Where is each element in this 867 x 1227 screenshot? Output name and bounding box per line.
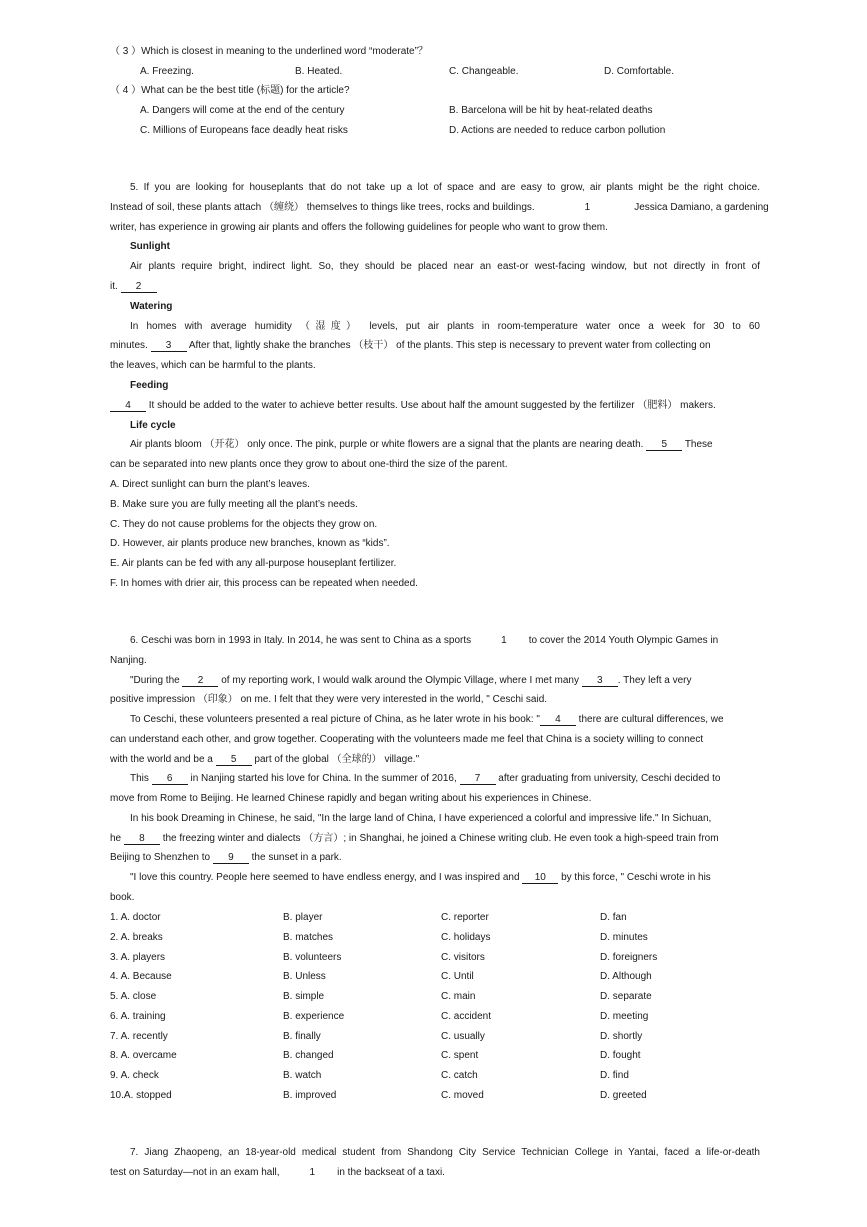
choice-10-d[interactable]: D. greeted bbox=[600, 1090, 647, 1101]
p7-line-1: 7. Jiang Zhaopeng, an 18-year-old medical student from Shandong City Service Technician College in Yantai, faced a life-or-death bbox=[130, 1147, 760, 1158]
q3-option-c[interactable]: C. Changeable. bbox=[449, 66, 519, 77]
p5-option-d[interactable]: D. However, air plants produce new branches, known as “kids”. bbox=[110, 538, 390, 549]
choice-4-b[interactable]: B. Unless bbox=[283, 971, 326, 982]
q4-option-d[interactable]: D. Actions are needed to reduce carbon pollution bbox=[449, 125, 666, 136]
heading-feeding: Feeding bbox=[130, 380, 169, 391]
p6-line-13-text: "I love this country. People here seemed to have endless energy, and I was inspired and bbox=[130, 872, 520, 883]
p6-line-12-tail: the sunset in a park. bbox=[251, 852, 342, 863]
choice-3-c[interactable]: C. visitors bbox=[441, 952, 485, 963]
p5-blank-4[interactable]: 4 bbox=[110, 400, 146, 412]
choice-6-c[interactable]: C. accident bbox=[441, 1011, 492, 1022]
q3-option-b[interactable]: B. Heated. bbox=[295, 66, 343, 77]
p6-blank-8[interactable]: 8 bbox=[124, 833, 160, 845]
choice-1-a[interactable]: 1. A. doctor bbox=[110, 912, 161, 923]
p6-line-7-text: with the world and be a bbox=[110, 754, 213, 765]
choice-2-d[interactable]: D. minutes bbox=[600, 932, 648, 943]
p6-line-6: can understand each other, and grow together. Cooperating with the volunteers made me feel that China is a society willing to connect bbox=[110, 734, 704, 745]
choice-10-c[interactable]: C. moved bbox=[441, 1090, 484, 1101]
p7-line-2 bbox=[110, 1166, 760, 1180]
choice-7-c[interactable]: C. usually bbox=[441, 1031, 485, 1042]
p5-option-e[interactable]: E. Air plants can be fed with any all-purpose houseplant fertilizer. bbox=[110, 558, 397, 569]
choice-3-b[interactable]: B. volunteers bbox=[283, 952, 342, 963]
choice-6-d[interactable]: D. meeting bbox=[600, 1011, 649, 1022]
p6-blank-9[interactable]: 9 bbox=[213, 852, 249, 864]
choice-8-b[interactable]: B. changed bbox=[283, 1050, 334, 1061]
p5-option-b[interactable]: B. Make sure you are fully meeting all the plant’s needs. bbox=[110, 499, 358, 510]
p6-blank-6[interactable]: 6 bbox=[152, 773, 188, 785]
choice-2-a[interactable]: 2. A. breaks bbox=[110, 932, 163, 943]
p5-line-1: 5. If you are looking for houseplants that do not take up a lot of space and are easy to grow, air plants might be the right choice. bbox=[130, 182, 760, 193]
p5-line-2-tail: Jessica Damiano, a gardening bbox=[634, 202, 769, 213]
p6-line-14: book. bbox=[110, 892, 135, 903]
p5-line-3: writer, has experience in growing air plants and offers the following guidelines for people who want to grow them. bbox=[110, 222, 608, 233]
choice-10-a[interactable]: 10.A. stopped bbox=[110, 1090, 172, 1101]
choice-4-d[interactable]: D. Although bbox=[600, 971, 652, 982]
p5-blank-1[interactable]: 1 bbox=[584, 202, 591, 213]
q3-option-a[interactable]: A. Freezing. bbox=[140, 66, 194, 77]
choice-1-d[interactable]: D. fan bbox=[600, 912, 627, 923]
choice-5-d[interactable]: D. separate bbox=[600, 991, 652, 1002]
p6-blank-2[interactable]: 2 bbox=[182, 675, 218, 687]
choice-9-c[interactable]: C. catch bbox=[441, 1070, 478, 1081]
life-line-2: can be separated into new plants once they grow to about one-third the size of the parent. bbox=[110, 459, 508, 470]
question-3-stem: （ 3 ）Which is closest in meaning to the underlined word “moderate”？ bbox=[110, 46, 428, 57]
p6-line-13 bbox=[110, 871, 760, 885]
p6-line-1-text: 6. Ceschi was born in 1993 in Italy. In 2014, he was sent to China as a sports bbox=[130, 635, 472, 646]
p6-blank-1[interactable]: 1 bbox=[501, 635, 507, 646]
p6-line-1-tail: to cover the 2014 Youth Olympic Games in bbox=[528, 635, 719, 646]
p6-line-8-mid: in Nanjing started his love for China. In the summer of 2016, bbox=[190, 773, 457, 784]
q4-option-a[interactable]: A. Dangers will come at the end of the century bbox=[140, 105, 345, 116]
choice-4-c[interactable]: C. Until bbox=[441, 971, 474, 982]
p6-blank-3[interactable]: 3 bbox=[582, 675, 618, 687]
q3-option-d[interactable]: D. Comfortable. bbox=[604, 66, 675, 77]
p6-line-8-text: This bbox=[130, 773, 149, 784]
p6-line-2: Nanjing. bbox=[110, 655, 147, 666]
p6-blank-10[interactable]: 10 bbox=[522, 872, 558, 884]
p6-line-7-tail: part of the global （全球的） village." bbox=[254, 754, 420, 765]
p6-blank-7[interactable]: 7 bbox=[460, 773, 496, 785]
question-4-stem: （ 4 ）What can be the best title (标题) for the article? bbox=[110, 85, 350, 96]
choice-5-c[interactable]: C. main bbox=[441, 991, 476, 1002]
p6-line-7 bbox=[110, 753, 760, 767]
choice-3-a[interactable]: 3. A. players bbox=[110, 952, 166, 963]
choice-4-a[interactable]: 4. A. Because bbox=[110, 971, 172, 982]
p7-line-2-text: test on Saturday—not in an exam hall, bbox=[110, 1167, 280, 1178]
watering-line-1: In homes with average humidity （湿度） levels, put air plants in room-temperature water once a week for 30 to 60 bbox=[130, 321, 760, 332]
choice-8-d[interactable]: D. fought bbox=[600, 1050, 641, 1061]
p6-line-5-tail: there are cultural differences, we bbox=[578, 714, 724, 725]
sunlight-line-2 bbox=[110, 280, 760, 294]
watering-line-2 bbox=[110, 339, 760, 353]
choice-2-c[interactable]: C. holidays bbox=[441, 932, 491, 943]
choice-6-a[interactable]: 6. A. training bbox=[110, 1011, 166, 1022]
choice-9-b[interactable]: B. watch bbox=[283, 1070, 322, 1081]
choice-7-b[interactable]: B. finally bbox=[283, 1031, 321, 1042]
p6-blank-5[interactable]: 5 bbox=[216, 754, 252, 766]
choice-8-a[interactable]: 8. A. overcame bbox=[110, 1050, 177, 1061]
choice-10-b[interactable]: B. improved bbox=[283, 1090, 337, 1101]
p6-line-3-tail: . They left a very bbox=[617, 675, 692, 686]
feeding-line-1 bbox=[110, 399, 760, 413]
life-line-1 bbox=[110, 438, 760, 452]
sunlight-line-1: Air plants require bright, indirect light. So, they should be placed near an east-or west-facing window, but not directly in front of bbox=[130, 261, 760, 272]
p5-option-f[interactable]: F. In homes with drier air, this process can be repeated when needed. bbox=[110, 578, 418, 589]
p6-line-1 bbox=[110, 634, 760, 648]
choice-5-b[interactable]: B. simple bbox=[283, 991, 325, 1002]
life-line-1-text: Air plants bloom （开花） only once. The pink, purple or white flowers are a signal that the plants are nearing death. bbox=[130, 439, 644, 450]
watering-line-2-text: minutes. bbox=[110, 340, 148, 351]
choice-7-d[interactable]: D. shortly bbox=[600, 1031, 643, 1042]
watering-line-3: the leaves, which can be harmful to the plants. bbox=[110, 360, 316, 371]
p5-blank-5[interactable]: 5 bbox=[646, 439, 682, 451]
p6-line-8-tail: after graduating from university, Ceschi decided to bbox=[498, 773, 721, 784]
p7-blank-1[interactable]: 1 bbox=[309, 1167, 316, 1178]
choice-9-a[interactable]: 9. A. check bbox=[110, 1070, 159, 1081]
p6-line-10: In his book Dreaming in Chinese, he said, "In the large land of China, I have experienced a colorful and impressive life." In Sichuan, bbox=[130, 813, 712, 824]
p7-line-2-tail: in the backseat of a taxi. bbox=[337, 1167, 445, 1178]
choice-1-c[interactable]: C. reporter bbox=[441, 912, 489, 923]
p6-line-11 bbox=[110, 832, 760, 846]
q4-option-b[interactable]: B. Barcelona will be hit by heat-related deaths bbox=[449, 105, 653, 116]
choice-9-d[interactable]: D. find bbox=[600, 1070, 629, 1081]
p6-line-5 bbox=[110, 713, 760, 727]
p6-blank-4[interactable]: 4 bbox=[540, 714, 576, 726]
p6-line-13-tail: by this force, " Ceschi wrote in his bbox=[561, 872, 711, 883]
p5-option-a[interactable]: A. Direct sunlight can burn the plant’s leaves. bbox=[110, 479, 310, 490]
feeding-line-1-text: It should be added to the water to achieve better results. Use about half the amount suggested by the fertilizer （肥料） makers. bbox=[148, 400, 716, 411]
p6-line-3-text: "During the bbox=[130, 675, 180, 686]
p6-line-11-tail: the freezing winter and dialects （方言）; in Shanghai, he joined a Chinese writing club. He even took a high-speed train from bbox=[162, 833, 719, 844]
heading-watering: Watering bbox=[130, 301, 173, 312]
p6-line-5-text: To Ceschi, these volunteers presented a real picture of China, as he later wrote in his book: " bbox=[130, 714, 540, 725]
heading-sunlight: Sunlight bbox=[130, 241, 170, 252]
life-line-1-tail: These bbox=[684, 439, 713, 450]
choice-7-a[interactable]: 7. A. recently bbox=[110, 1031, 168, 1042]
p6-line-3-mid: of my reporting work, I would walk around the Olympic Village, where I met many bbox=[221, 675, 579, 686]
p5-blank-2[interactable]: 2 bbox=[121, 281, 157, 293]
p6-line-9: move from Rome to Beijing. He learned Chinese rapidly and began writing about his experiences in Chinese. bbox=[110, 793, 592, 804]
watering-line-2-tail: After that, lightly shake the branches （枝干） of the plants. This step is necessary to prevent water from collecting on bbox=[188, 340, 711, 351]
choice-6-b[interactable]: B. experience bbox=[283, 1011, 345, 1022]
p5-option-c[interactable]: C. They do not cause problems for the objects they grow on. bbox=[110, 519, 378, 530]
p6-line-11-text: he bbox=[110, 833, 122, 844]
p5-line-2 bbox=[110, 201, 769, 215]
q4-option-c[interactable]: C. Millions of Europeans face deadly heat risks bbox=[140, 125, 348, 136]
choice-8-c[interactable]: C. spent bbox=[441, 1050, 479, 1061]
heading-life-cycle: Life cycle bbox=[130, 420, 176, 431]
p6-line-4: positive impression （印象） on me. I felt that they were very interested in the world, " Ceschi said. bbox=[110, 694, 548, 705]
p6-line-12-text: Beijing to Shenzhen to bbox=[110, 852, 211, 863]
choice-3-d[interactable]: D. foreigners bbox=[600, 952, 658, 963]
p6-line-8 bbox=[110, 772, 760, 786]
choice-1-b[interactable]: B. player bbox=[283, 912, 323, 923]
p6-line-12 bbox=[110, 851, 760, 865]
choice-5-a[interactable]: 5. A. close bbox=[110, 991, 157, 1002]
p6-line-3 bbox=[110, 674, 760, 688]
p5-line-2-text: Instead of soil, these plants attach （缠绕） themselves to things like trees, rocks and buildings. bbox=[110, 202, 535, 213]
choice-2-b[interactable]: B. matches bbox=[283, 932, 334, 943]
p5-blank-3[interactable]: 3 bbox=[151, 340, 187, 352]
sunlight-line-2-text: it. bbox=[110, 281, 118, 292]
